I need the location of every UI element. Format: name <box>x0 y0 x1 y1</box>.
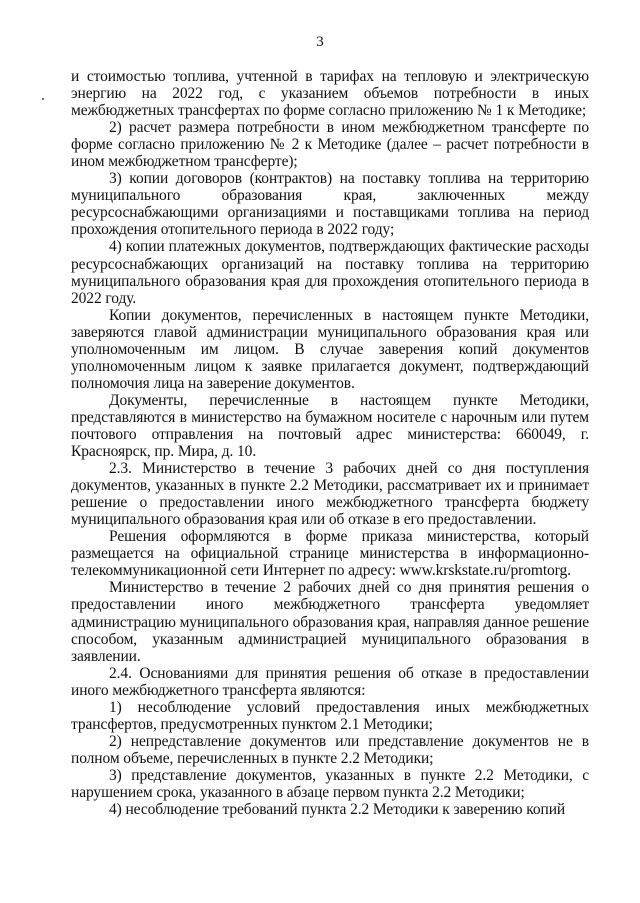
paragraph-item-4: 4) копии платежных документов, подтверждающих фактические расходы ресурсоснабжающих организаций на поставку топлива на территорию муниципального образования края для прохождения отопительного периода в 2022 году. <box>71 238 589 307</box>
paragraph-copies-certification: Копии документов, перечисленных в настоящем пункте Методики, заверяются главой администрации муниципального образования края или уполномоченным им лицом. В случае заверения копий документов уполномоченным лицом к заявке прилагается документ, подтверждающий полномочия лица на заверение документов. <box>71 306 589 392</box>
paragraph-continuation: и стоимостью топлива, учтенной в тарифах на тепловую и электрическую энергию на 2022 год, с указанием объемов потребности в иных межбюджетных трансфертах по форме согласно приложению № 1 к Методике; <box>71 68 589 120</box>
paragraph-item-2: 2) расчет размера потребности в ином межбюджетном трансферте по форме согласно приложению № 2 к Методике (далее – расчет потребности в ином межбюджетном трансферте); <box>71 119 589 171</box>
paragraph-section-2-4: 2.4. Основаниями для принятия решения об отказе в предоставлении иного межбюджетного трансферта являются: <box>71 664 589 699</box>
paragraph-refusal-1: 1) несоблюдение условий предоставления иных межбюджетных трансфертов, предусмотренных пунктом 2.1 Методики; <box>71 698 589 733</box>
paragraph-refusal-3: 3) представление документов, указанных в пункте 2.2 Методики, с нарушением срока, указанного в абзаце первом пункта 2.2 Методики; <box>71 766 589 801</box>
paragraph-notification: Министерство в течение 2 рабочих дней со дня принятия решения о предоставлении иного межбюджетного трансферта уведомляет администрацию муниципального образования края, направляя данное решение способом, указанным администрацией муниципального образования в заявлении. <box>71 579 589 665</box>
paragraph-documents-submission: Документы, перечисленные в настоящем пункте Методики, представляются в министерство на бумажном носителе с нарочным или путем почтового отправления на почтовый адрес министерства: 660049, г. Красноярск, пр. Мира, д. 10. <box>71 391 589 461</box>
paragraph-item-3: 3) копии договоров (контрактов) на поставку топлива на территорию муниципального образования края, заключенных между ресурсоснабжающими организациями и поставщиками топлива на период прохождения отопительного периода в 2022 году; <box>71 170 589 239</box>
scan-speck <box>42 98 44 100</box>
page-number: 3 <box>316 34 324 50</box>
paragraph-section-2-3: 2.3. Министерство в течение 3 рабочих дней со дня поступления документов, указанных в пункте 2.2 Методики, рассматривает их и принимает решение о предоставлении иного межбюджетного трансферта бюджету муниципального образования края или об отказе в его предоставлении. <box>71 460 589 529</box>
paragraph-refusal-2: 2) непредставление документов или представление документов не в полном объеме, перечисленных в пункте 2.2 Методики; <box>71 732 589 767</box>
paragraph-decisions: Решения оформляются в форме приказа министерства, который размещается на официальной странице министерства в информационно-телекоммуникационной сети Интернет по адресу: www.krskstate.ru/promtorg. <box>71 528 589 580</box>
document-body <box>71 68 589 818</box>
paragraph-refusal-4: 4) несоблюдение требований пункта 2.2 Методики к заверению копий <box>109 801 566 819</box>
